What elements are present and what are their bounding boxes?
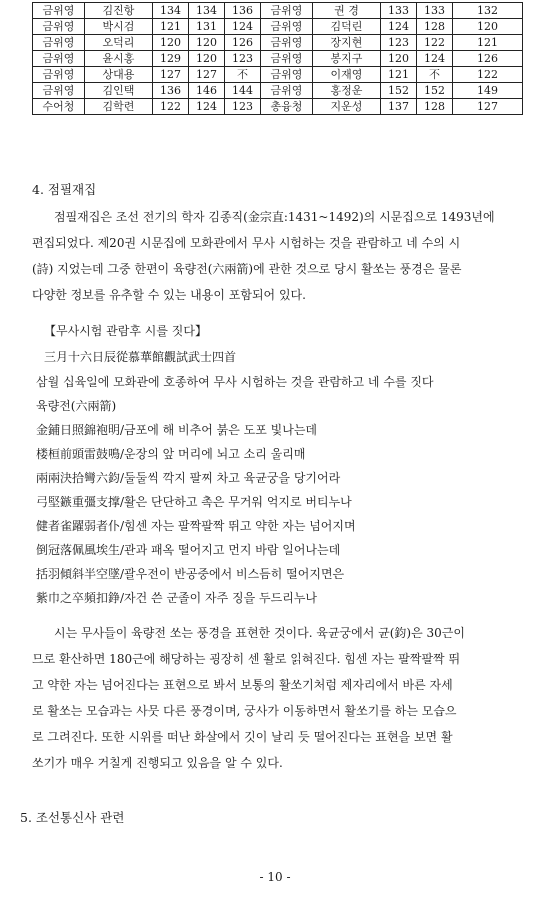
table-cell: 133 — [417, 3, 453, 19]
poem-line: 健者雀躍弱者仆/힘센 자는 팔짝팔짝 뛰고 약한 자는 넘어지며 — [36, 519, 356, 533]
table-cell: 152 — [417, 83, 453, 99]
table-cell: 금위영 — [261, 67, 313, 83]
poem-line: 括羽傾斜半空墜/괄우전이 반공중에서 비스듬히 떨어지면은 — [36, 567, 345, 581]
paragraph-line: 로 그려진다. 또한 시위를 떠난 화살에서 깃이 날리 듯 떨어진다는 표현을 보면 활 — [32, 730, 453, 744]
table-cell: 오덕리 — [85, 35, 153, 51]
table-cell: 129 — [153, 51, 189, 67]
table-cell: 不 — [417, 67, 453, 83]
table-row — [33, 99, 523, 115]
table-cell: 장지현 — [313, 35, 381, 51]
table-cell: 133 — [381, 3, 417, 19]
table-cell: 봉지구 — [313, 51, 381, 67]
table-row — [33, 3, 523, 19]
table-row — [33, 83, 523, 99]
table-cell: 126 — [225, 35, 261, 51]
table-cell: 127 — [453, 99, 523, 115]
table-cell: 127 — [153, 67, 189, 83]
table-cell: 146 — [189, 83, 225, 99]
paragraph-line: 로 활쏘는 모습과는 사뭇 다른 풍경이며, 궁사가 이동하면서 활쏘기를 하는 모습으 — [32, 704, 457, 718]
table-cell: 126 — [453, 51, 523, 67]
table-cell: 금위영 — [261, 51, 313, 67]
paragraph-line: 쏘기가 매우 거칠게 진행되고 있음을 알 수 있다. — [32, 756, 283, 770]
poem-line: 三月十六日辰從慕華館觀試武士四首 — [44, 350, 237, 364]
table-cell: 김진항 — [85, 3, 153, 19]
table-cell: 김학련 — [85, 99, 153, 115]
table-cell: 수어청 — [33, 99, 85, 115]
section5-heading: 5. 조선통신사 관련 — [20, 810, 125, 825]
table-cell: 금위영 — [261, 35, 313, 51]
paragraph-line: 고 약한 자는 넘어진다는 표현으로 봐서 보통의 활쏘기처럼 제자리에서 바른 자세 — [32, 678, 453, 692]
table-cell: 123 — [225, 51, 261, 67]
table-cell: 124 — [417, 51, 453, 67]
poem-line: 楼桓前頭雷鼓鳴/운장의 앞 머리에 뇌고 소리 울리매 — [36, 447, 306, 461]
table-cell: 128 — [417, 99, 453, 115]
paragraph-line: 편집되었다. 제20권 시문집에 모화관에서 무사 시험하는 것을 관람하고 네 수의 시 — [32, 236, 461, 250]
table-cell: 박시검 — [85, 19, 153, 35]
paragraph-line: (詩) 지었는데 그중 한편이 육량전(六兩箭)에 관한 것으로 당시 활쏘는 풍경은 물론 — [32, 262, 462, 276]
poem-title: 【무사시험 관람후 시를 짓다】 — [44, 324, 207, 338]
page-number: - 10 - — [259, 870, 291, 884]
paragraph-line: 므로 환산하면 180근에 해당하는 굉장히 센 활로 읽혀진다. 힘센 자는 팔짝팔짝 뛰 — [32, 652, 461, 666]
paragraph-line: 다양한 정보를 유추할 수 있는 내용이 포함되어 있다. — [32, 288, 306, 302]
table-cell: 김덕린 — [313, 19, 381, 35]
table-row — [33, 19, 523, 35]
section4-paragraph — [32, 204, 528, 308]
paragraph-line: 시는 무사들이 육량전 쏘는 풍경을 표현한 것이다. 육균궁에서 균(鈞)은 30근이 — [54, 626, 465, 640]
table-cell: 금위영 — [261, 19, 313, 35]
table-cell: 120 — [189, 51, 225, 67]
table-cell: 금위영 — [261, 3, 313, 19]
table-cell: 121 — [453, 35, 523, 51]
table-cell: 123 — [225, 99, 261, 115]
table-cell: 149 — [453, 83, 523, 99]
table-cell: 121 — [381, 67, 417, 83]
table-cell: 124 — [225, 19, 261, 35]
table-cell: 137 — [381, 99, 417, 115]
table-cell: 지운성 — [313, 99, 381, 115]
table-cell: 120 — [381, 51, 417, 67]
table-cell: 120 — [453, 19, 523, 35]
poem-line: 紫巾之卒頻扣錚/자건 쓴 군졸이 자주 징을 두드리누나 — [36, 591, 317, 605]
score-table — [32, 2, 523, 115]
table-cell: 권 경 — [313, 3, 381, 19]
table-row — [33, 67, 523, 83]
table-cell: 금위영 — [33, 67, 85, 83]
table-cell: 134 — [153, 3, 189, 19]
table-cell: 금위영 — [261, 83, 313, 99]
table-cell: 122 — [153, 99, 189, 115]
poem-line: 兩兩決拾彎六鈞/둘둘씩 깍지 팔찌 차고 육균궁을 당기어라 — [36, 471, 341, 485]
table-cell: 윤시홍 — [85, 51, 153, 67]
table-cell: 금위영 — [33, 83, 85, 99]
table-row — [33, 35, 523, 51]
table-cell: 120 — [153, 35, 189, 51]
poem-line: 삼월 십육일에 모화관에 호종하여 무사 시험하는 것을 관람하고 네 수를 짓다 — [36, 375, 434, 389]
table-cell: 금위영 — [33, 51, 85, 67]
table-cell: 금위영 — [33, 35, 85, 51]
table-cell: 120 — [189, 35, 225, 51]
table-cell: 132 — [453, 3, 523, 19]
table-cell: 금위영 — [33, 3, 85, 19]
table-cell: 122 — [453, 67, 523, 83]
paragraph-line: 점필재집은 조선 전기의 학자 김종직(金宗直:1431~1492)의 시문집으로 1493년에 — [54, 210, 495, 224]
table-cell: 홍정운 — [313, 83, 381, 99]
table-cell: 김인택 — [85, 83, 153, 99]
table-cell: 136 — [153, 83, 189, 99]
table-cell: 134 — [189, 3, 225, 19]
poem-line: 육량전(六兩箭) — [36, 399, 117, 413]
table-cell: 127 — [189, 67, 225, 83]
table-cell: 124 — [381, 19, 417, 35]
table-cell: 122 — [417, 35, 453, 51]
table-cell: 상대용 — [85, 67, 153, 83]
poem-line: 弓堅鏃重彊支撑/활은 단단하고 촉은 무거워 억지로 버티누나 — [36, 495, 352, 509]
table-cell: 총융청 — [261, 99, 313, 115]
score-table-body — [33, 3, 523, 115]
section4-heading: 4. 점필재집 — [32, 182, 97, 197]
table-cell: 금위영 — [33, 19, 85, 35]
table-cell: 128 — [417, 19, 453, 35]
table-cell: 121 — [153, 19, 189, 35]
table-cell: 123 — [381, 35, 417, 51]
explanation-paragraph — [32, 620, 528, 776]
poem-line: 倒冠落佩風埃生/관과 패옥 떨어지고 먼지 바람 일어나는데 — [36, 543, 341, 557]
table-row — [33, 51, 523, 67]
table-cell: 不 — [225, 67, 261, 83]
table-cell: 이재영 — [313, 67, 381, 83]
table-cell: 124 — [189, 99, 225, 115]
table-cell: 144 — [225, 83, 261, 99]
table-cell: 136 — [225, 3, 261, 19]
table-cell: 131 — [189, 19, 225, 35]
table-cell: 152 — [381, 83, 417, 99]
poem-line: 金鋪日照錦袍明/금포에 해 비추어 붉은 도포 빛나는데 — [36, 423, 317, 437]
